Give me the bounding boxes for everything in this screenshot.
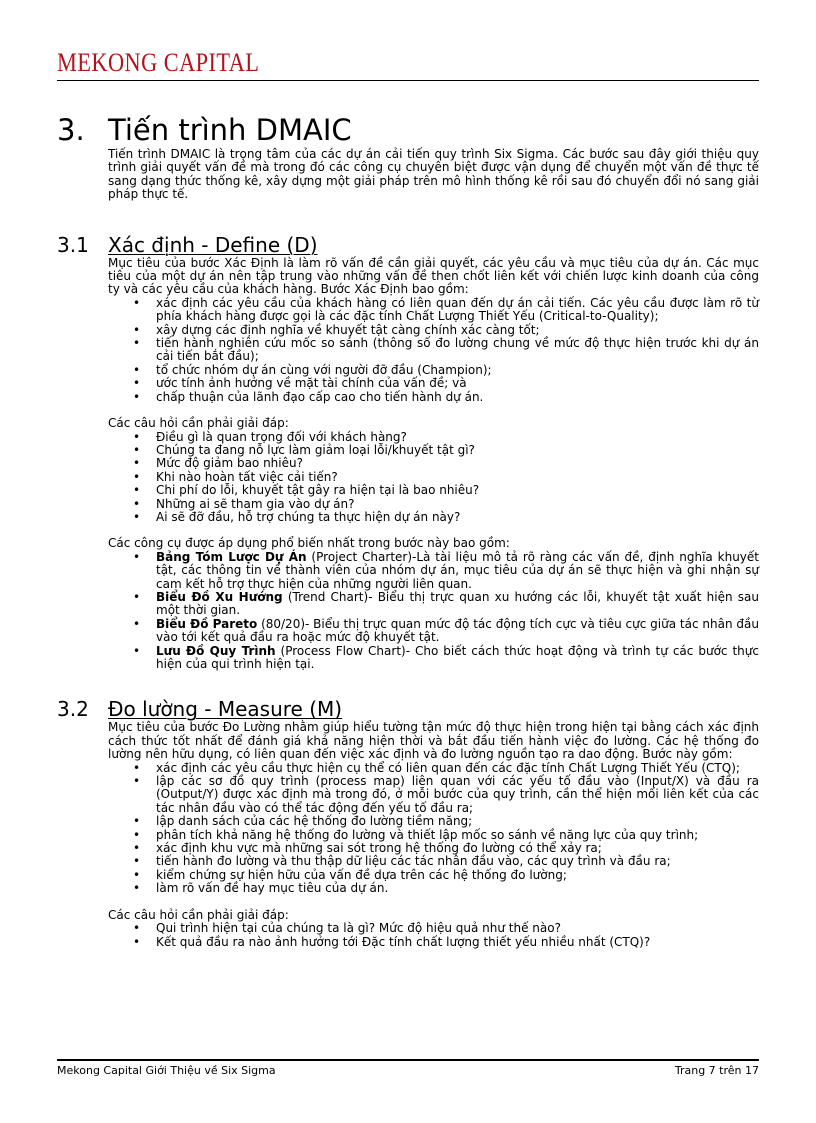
- list-item: • làm rõ vấn đề hay mục tiêu của dự án.: [108, 882, 759, 895]
- list-item: • Khi nào hoàn tất việc cải tiến?: [108, 471, 759, 484]
- tool-name: Biểu Đồ Pareto: [156, 616, 258, 631]
- section-number: 3.: [57, 113, 85, 147]
- measure-questions-intro: Các câu hỏi cần phải giải đáp:: [108, 907, 289, 922]
- tool-name: Bảng Tóm Lược Dự Án: [156, 549, 307, 564]
- subsection-title: Đo lường - Measure (M): [108, 697, 343, 722]
- list-item: • Điều gì là quan trọng đối với khách hàng?: [108, 431, 759, 444]
- tool-desc: (Process Flow Chart)- Cho biết cách thức hoạt động và trình tự các bước thực hiện của qui trình hiện tại.: [156, 643, 759, 671]
- list-item: • ước tính ảnh hưởng về mặt tài chính của vấn đề; và: [108, 377, 759, 390]
- define-questions-list: [108, 431, 759, 525]
- list-item: • chấp thuận của lãnh đạo cấp cao cho tiến hành dự án.: [108, 391, 759, 404]
- list-item: • Kết quả đầu ra nào ảnh hưởng tới Đặc tính chất lượng thiết yếu nhiều nhất (CTQ)?: [108, 936, 759, 949]
- footer-page-number: Trang 7 trên 17: [674, 1064, 759, 1077]
- list-item: • phân tích khả năng hệ thống đo lường và thiết lập mốc so sánh về năng lực của quy trình;: [108, 829, 759, 842]
- subsection-heading-define: [57, 233, 759, 257]
- subsection-title: Xác định - Define (D): [108, 232, 318, 257]
- list-item: [108, 591, 759, 618]
- company-logo: MEKONG CAPITAL: [57, 48, 260, 77]
- section-heading: [57, 112, 759, 148]
- list-item: [108, 645, 759, 672]
- section-title: Tiến trình DMAIC: [108, 113, 352, 147]
- footer-document-title: Mekong Capital Giới Thiệu về Six Sigma: [57, 1064, 276, 1077]
- list-item: • tổ chức nhóm dự án cùng với người đỡ đầu (Champion);: [108, 364, 759, 377]
- list-item: [108, 618, 759, 645]
- list-item: • Mức độ giảm bao nhiêu?: [108, 457, 759, 470]
- subsection-number: 3.1: [57, 232, 89, 257]
- list-item: • tiến hành nghiên cứu mốc so sánh (thông số đo lường chung về mức độ thực hiện trước khi dự án cải tiến bắt đầu);: [108, 337, 759, 364]
- tool-desc: (Trend Chart)- Biểu thị trực quan xu hướng các lỗi, khuyết tật xuất hiện sau một thời gian.: [156, 589, 759, 618]
- page-footer: [57, 1064, 759, 1077]
- list-item: • tiến hành đo lường và thu thập dữ liệu các tác nhân đầu vào, các quy trình và đầu ra;: [108, 855, 759, 868]
- list-item: • xác định các yêu cầu thực hiện cụ thể có liên quan đến các đặc tính Chất Lượng Thiết Yếu (CTQ);: [108, 762, 759, 775]
- measure-steps-list: [108, 762, 759, 896]
- list-item: • lập danh sách của các hệ thống đo lường tiềm năng;: [108, 815, 759, 828]
- list-item: • xây dựng các định nghĩa về khuyết tật càng chính xác càng tốt;: [108, 324, 759, 337]
- list-item: • Chi phí do lỗi, khuyết tật gây ra hiện tại là bao nhiêu?: [108, 484, 759, 497]
- define-tools-list: [108, 551, 759, 672]
- define-questions-intro: Các câu hỏi cần phải giải đáp:: [108, 416, 289, 431]
- measure-questions-list: [108, 922, 759, 949]
- footer-rule: [57, 1059, 759, 1061]
- list-item: • Ai sẽ đỡ đầu, hỗ trợ chúng ta thực hiện dự án này?: [108, 511, 759, 524]
- subsection-number: 3.2: [57, 697, 89, 722]
- measure-intro: Mục tiêu của bước Đo Lường nhằm giúp hiểu tường tận mức độ thực hiện trong hiện tại bằng cách xác định cách thức tốt nhất để đánh giá khả năng hiện thời và bắt đầu tiến hành việc đo lường. Các hệ thống đo lường nên hữu dụng, có liên quan đến việc xác định và đo lường nguồn tạo ra dao động. Bước này gồm:: [108, 720, 759, 762]
- define-steps-list: [108, 297, 759, 404]
- list-item: • lập các sơ đồ quy trình (process map) liên quan với các yếu tố đầu vào (Input/X) và đầu ra (Output/Y) được xác định mà trong đó, ở mỗi bước của quy trình, cần thể hiện mối liên kết của các tác nhân đầu vào có thể tác động đến yếu tố đầu ra;: [108, 775, 759, 815]
- tool-desc: (Project Charter)-Là tài liệu mô tả rõ ràng các vấn đề, định nghĩa khuyết tật, các thông tin về thành viên của nhóm dự án, mục tiêu của dự án sẽ thực hiện và ghi nhận sự cam kết hỗ trợ thực hiện của những người liên quan.: [156, 549, 759, 591]
- list-item: • Những ai sẽ tham gia vào dự án?: [108, 498, 759, 511]
- list-item: • Qui trình hiện tại của chúng ta là gì? Mức độ hiệu quả như thế nào?: [108, 922, 759, 935]
- list-item: • Chúng ta đang nỗ lực làm giảm loại lỗi/khuyết tật gì?: [108, 444, 759, 457]
- tool-desc: (80/20)- Biểu thị trực quan mức độ tác động tích cực và tiêu cực giữa tác nhân đầu vào tới kết quả đầu ra hoặc mức độ khuyết tật.: [156, 616, 759, 645]
- list-item: • xác định khu vực mà những sai sót trong hệ thống đo lường có thể xảy ra;: [108, 842, 759, 855]
- header-rule: [57, 80, 759, 81]
- tool-name: Lưu Đồ Quy Trình: [156, 643, 276, 658]
- define-tools-intro: Các công cụ được áp dụng phổ biến nhất trong bước này bao gồm:: [108, 536, 510, 551]
- define-intro: Mục tiêu của bước Xác Định là làm rõ vấn đề cần giải quyết, các yêu cầu và mục tiêu của dự án. Các mục tiêu của một dự án nên tập trung vào những vấn đề then chốt liên kết với chiến lược kinh doanh của công ty và các yêu cầu của khách hàng. Bước Xác Định bao gồm:: [108, 255, 759, 297]
- section-intro: Tiến trình DMAIC là trọng tâm của các dự án cải tiến quy trình Six Sigma. Các bước sau đây giới thiệu quy trình giải quyết vấn đề mà trong đó các công cụ chuyên biệt được vận dụng để chuyển một vấn đề thực tế sang dạng thức thống kê, xây dựng một giải pháp trên mô hình thống kê rồi sau đó chuyển đổi nó sang giải pháp thực tế.: [108, 147, 759, 202]
- tool-name: Biểu Đồ Xu Hướng: [156, 589, 283, 604]
- list-item: • kiểm chứng sự hiện hữu của vấn đề dựa trên các hệ thống đo lường;: [108, 869, 759, 882]
- list-item: • xác định các yêu cầu của khách hàng có liên quan đến dự án cải tiến. Các yêu cầu được làm rõ từ phía khách hàng được gọi là các đặc tính Chất Lượng Thiết Yếu (Critical-to-Quality);: [108, 297, 759, 324]
- list-item: [108, 551, 759, 591]
- page-content: [57, 112, 759, 949]
- subsection-heading-measure: [57, 697, 759, 721]
